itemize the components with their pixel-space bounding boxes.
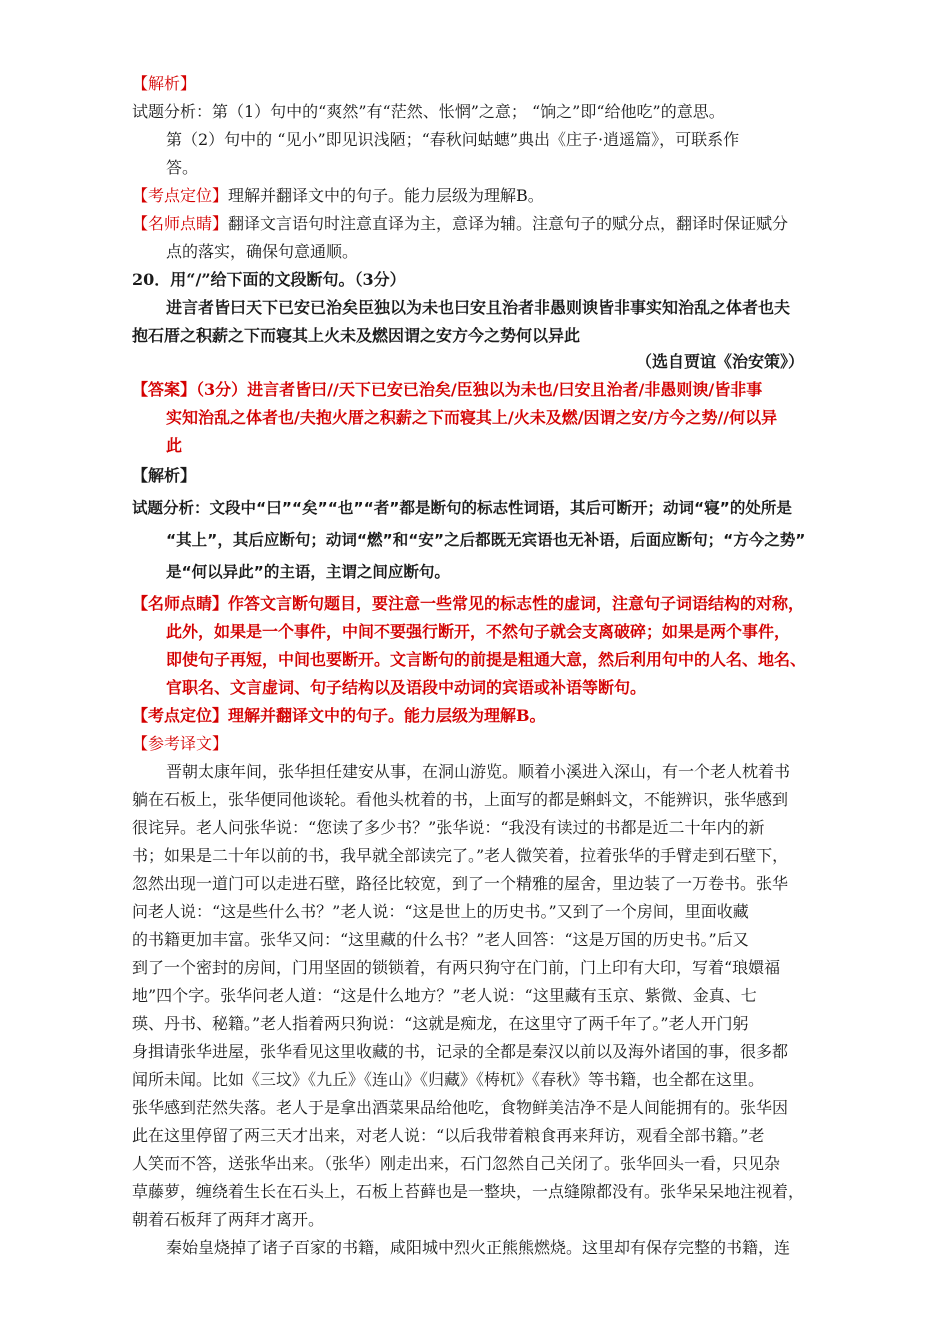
teacher-tip-label: 【名师点睛】: [132, 214, 229, 233]
exam-point: [132, 186, 544, 206]
teacher-tip: [132, 214, 788, 234]
translation-line: 此在这里停留了两三天才出来，对老人说：“以后我带着粮食再来拜访，观看全部书籍。”老: [132, 1126, 765, 1145]
analysis-line: 试题分析：文段中“曰”“矣”“也”“者”都是断句的标志性词语，其后可断开；动词“寝”的处所是: [132, 499, 792, 517]
answer-line: 此: [166, 436, 183, 455]
teacher-tip: [132, 594, 804, 614]
exam-point-label: 【考点定位】: [132, 706, 229, 725]
translation-line: 草藤萝，缠绕着生长在石头上，石板上苔藓也是一整块，一点缝隙都没有。张华呆呆地注视着，: [132, 1182, 805, 1201]
answer-line: （3分）进言者皆曰//天下已安已治矣/臣独以为未也/曰安且治者/非愚则谀/皆非事: [196, 380, 763, 399]
translation-line: 地”四个字。张华问老人道：“这是什么地方？”老人说：“这里藏有玉京、紫微、金真、七: [132, 986, 757, 1005]
analysis-heading: 【解析】: [132, 466, 197, 485]
teacher-tip-label: 【名师点睛】: [132, 594, 229, 613]
translation-line: 朝着石板拜了两拜才离开。: [132, 1210, 325, 1229]
translation-line: 张华感到茫然失落。老人于是拿出酒菜果品给他吃，食物鲜美洁净不是人间能拥有的。张华因: [132, 1098, 789, 1117]
translation-line: 人笑而不答，送张华出来。（张华）刚走出来，石门忽然自己关闭了。张华回头一看，只见杂: [132, 1154, 781, 1173]
translation-line: 躺在石板上，张华便同他谈轮。看他头枕着的书，上面写的都是蝌蚪文，不能辨识，张华感到: [132, 790, 789, 809]
teacher-tip-line: 作答文言断句题目，要注意一些常见的标志性的虚词，注意句子词语结构的对称，: [228, 594, 805, 613]
exam-point: [132, 706, 546, 726]
translation-line: 书；如果是二十年以前的书，我早就全部读完了。”老人微笑着，拉着张华的手臂走到石壁下，: [132, 846, 789, 865]
translation-line: 到了一个密封的房间，门用坚固的锁锁着，有两只狗守在门前，门上印有大印，写着“琅嬛福: [132, 958, 781, 977]
exam-point-text: 理解并翻译文中的句子。能力层级为理解B。: [228, 706, 546, 725]
teacher-tip-line: 此外，如果是一个事件，中间不要强行断开，不然句子就会支离破碎；如果是两个事件，: [166, 622, 791, 641]
answer-line: 实知治乱之体者也/夫抱火厝之积薪之下而寝其上/火未及燃/因谓之安/方今之势//何以异: [166, 408, 778, 427]
translation-line: 秦始皇烧掉了诸子百家的书籍，咸阳城中烈火正熊熊燃烧。这里却有保存完整的书籍，连: [166, 1238, 791, 1257]
analysis-line: 试题分析：第（1）句中的“爽然”有“茫然、怅惘”之意； “饷之”即“给他吃”的意思。: [132, 102, 725, 121]
teacher-tip-line: 官职名、文言虚词、句子结构以及语段中动词的宾语或补语等断句。: [166, 678, 647, 697]
analysis-line: 答。: [166, 158, 199, 177]
translation-line: 身揖请张华进屋，张华看见这里收藏的书，记录的全都是秦汉以前以及海外诸国的事，很多都: [132, 1042, 789, 1061]
teacher-tip-line: 即使句子再短，中间也要断开。文言断句的前提是粗通大意，然后利用句中的人名、地名、: [166, 650, 807, 669]
translation-line: 忽然出现一道门可以走进石壁，路径比较宽，到了一个精雅的屋舍，里边装了一万卷书。张华: [132, 874, 789, 893]
translation-line: 的书籍更加丰富。张华又问：“这里藏的什么书？”老人回答：“这是万国的历史书。”后又: [132, 930, 749, 949]
exam-point-text: 理解并翻译文中的句子。能力层级为理解B。: [228, 186, 544, 205]
exam-point-label: 【考点定位】: [132, 186, 229, 205]
question-passage-line: 抱石厝之积薪之下而寝其上火未及燃因谓之安方今之势何以异此: [132, 326, 581, 345]
translation-line: 问老人说：“这是些什么书？”老人说：“这是世上的历史书。”又到了一个房间，里面收藏: [132, 902, 749, 921]
teacher-tip-line: 翻译文言语句时注意直译为主，意译为辅。注意句子的赋分点，翻译时保证赋分: [228, 214, 789, 233]
translation-line: 晋朝太康年间，张华担任建安从事，在洞山游览。顺着小溪进入深山，有一个老人枕着书: [166, 762, 791, 781]
answer-label: 【答案】: [132, 380, 197, 399]
analysis-line: 第（2）句中的 “见小”即见识浅陋；“春秋问蛄蟪”典出《庄子·逍遥篇》，可联系作: [166, 130, 740, 149]
question-title: 20．用“/”给下面的文段断句。（3分）: [132, 270, 406, 289]
analysis-heading: 【解析】: [132, 74, 197, 93]
translation-heading: 【参考译文】: [132, 734, 229, 753]
question-source: （选自贾谊《治安策》）: [636, 352, 805, 371]
translation-line: 瑛、丹书、秘籍。”老人指着两只狗说：“这就是痴龙，在这里守了两千年了。”老人开门躬: [132, 1014, 749, 1033]
translation-line: 闻所未闻。比如《三坟》《九丘》《连山》《归藏》《梼杌》《春秋》等书籍，也全都在这里。: [132, 1070, 765, 1089]
teacher-tip-line: 点的落实，确保句意通顺。: [166, 242, 359, 261]
analysis-line: 是“何以异此”的主语，主谓之间应断句。: [166, 563, 450, 581]
question-passage-line: 进言者皆曰天下已安已治矣臣独以为未也曰安且治者非愚则谀皆非事实知治乱之体者也夫: [166, 298, 791, 317]
translation-line: 很诧异。老人问张华说：“您读了多少书？”张华说：“我没有读过的书都是近二十年内的新: [132, 818, 765, 837]
analysis-line: “其上”，其后应断句；动词“燃”和“安”之后都既无宾语也无补语，后面应断句；“方今之势”: [166, 531, 806, 549]
answer: [132, 380, 762, 400]
